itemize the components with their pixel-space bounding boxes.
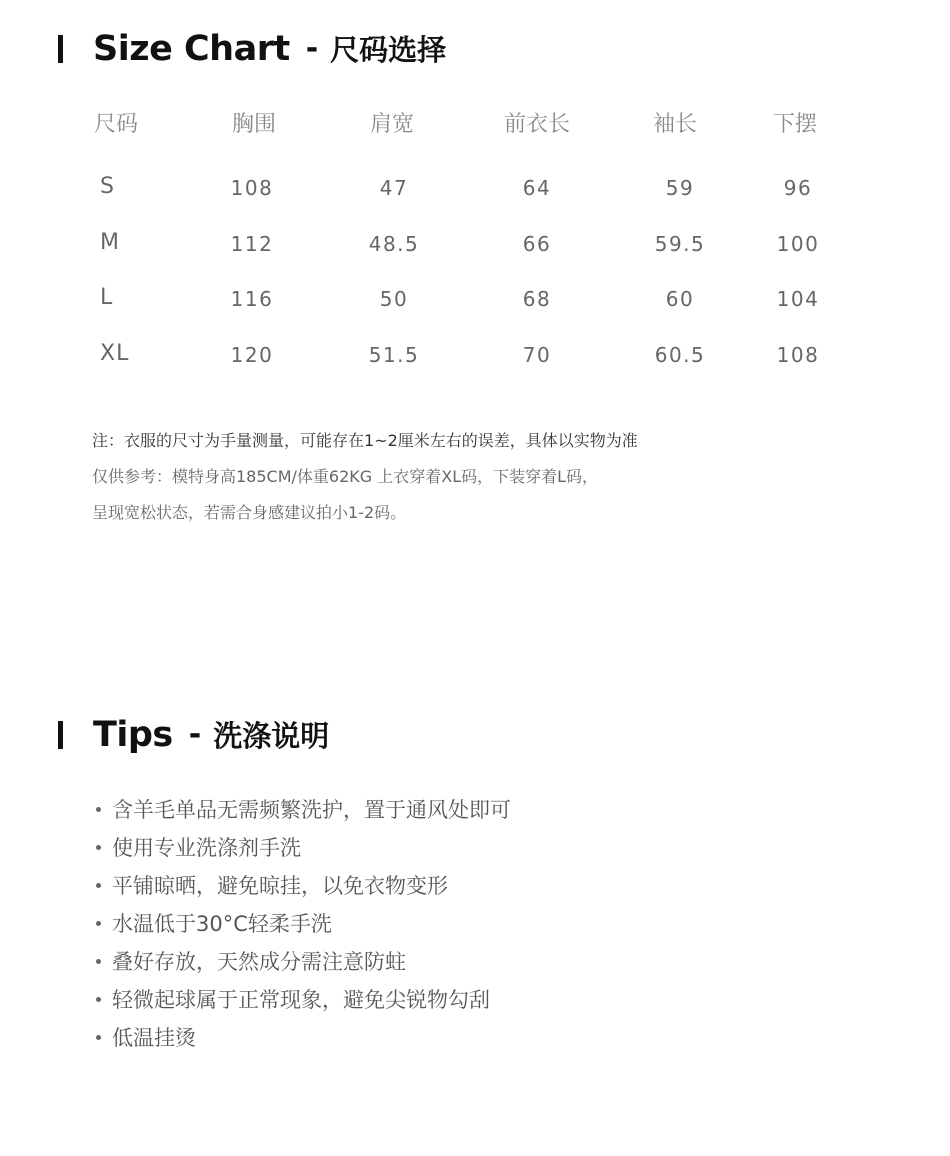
table-cell-front-length: 68 (522, 287, 552, 311)
tip-text: 使用专业洗涤剂手洗 (112, 836, 301, 860)
table-cell-front-length: 66 (522, 232, 552, 256)
table-cell-front-length: 64 (522, 176, 552, 200)
bullet-dot-icon (96, 997, 101, 1002)
table-header-sleeve: 袖长 (652, 112, 698, 137)
table-header-chest: 胸围 (231, 112, 277, 137)
list-item (96, 866, 511, 904)
table-row-size: S (100, 174, 115, 199)
bullet-dot-icon (96, 883, 101, 888)
table-row-size: M (100, 230, 120, 255)
table-header-size: 尺码 (93, 112, 139, 137)
tips-title-zh: 洗涤说明 (213, 719, 330, 753)
table-row-size: L (100, 285, 114, 310)
size-notes (92, 432, 638, 540)
table-header-front-length: 前衣长 (503, 112, 571, 137)
table-cell-chest: 120 (230, 343, 274, 367)
list-item (96, 828, 511, 866)
fit-advice-note: 呈现宽松状态，若需合身感建议拍小1-2码。 (92, 503, 407, 522)
table-header-hem: 下摆 (772, 112, 818, 137)
bullet-dot-icon (96, 959, 101, 964)
table-cell-chest: 112 (230, 232, 274, 256)
table-cell-hem: 96 (783, 176, 813, 200)
size-chart-title-separator: - (305, 31, 319, 66)
list-item (96, 790, 511, 828)
table-cell-chest: 108 (230, 176, 274, 200)
table-cell-sleeve: 60 (665, 287, 695, 311)
table-header-shoulder: 肩宽 (369, 112, 415, 137)
list-item (96, 1018, 511, 1056)
tip-text: 含羊毛单品无需频繁洗护，置于通风处即可 (112, 798, 511, 822)
table-cell-hem: 108 (776, 343, 820, 367)
list-item (96, 980, 511, 1018)
tip-text: 叠好存放，天然成分需注意防蛀 (112, 950, 406, 974)
table-row-size: XL (100, 341, 130, 366)
tip-text: 平铺晾晒，避免晾挂，以免衣物变形 (112, 874, 448, 898)
size-table (0, 0, 950, 400)
table-cell-shoulder: 50 (379, 287, 409, 311)
table-cell-shoulder: 51.5 (368, 343, 420, 367)
list-item (96, 904, 511, 942)
bullet-dot-icon (96, 807, 101, 812)
bullet-dot-icon (96, 1035, 101, 1040)
table-cell-front-length: 70 (522, 343, 552, 367)
table-cell-sleeve: 59.5 (654, 232, 706, 256)
table-cell-sleeve: 60.5 (654, 343, 706, 367)
table-cell-chest: 116 (230, 287, 274, 311)
size-chart-title-zh: 尺码选择 (330, 33, 447, 67)
bullet-dot-icon (96, 921, 101, 926)
bullet-dot-icon (96, 845, 101, 850)
measurement-note: 注：衣服的尺寸为手量测量，可能存在1~2厘米左右的误差，具体以实物为准 (92, 431, 638, 450)
tips-heading (58, 714, 329, 755)
size-chart-title-en: Size Chart (93, 28, 290, 69)
table-cell-shoulder: 48.5 (368, 232, 420, 256)
table-cell-hem: 100 (776, 232, 820, 256)
tip-text: 低温挂烫 (112, 1026, 196, 1050)
tips-title-separator: - (188, 717, 202, 752)
list-item (96, 942, 511, 980)
table-cell-shoulder: 47 (379, 176, 409, 200)
tip-text: 轻微起球属于正常现象，避免尖锐物勾刮 (112, 988, 490, 1012)
model-reference-note: 仅供参考：模特身高185CM/体重62KG 上衣穿着XL码，下装穿着L码， (92, 467, 599, 486)
care-tips-list (96, 790, 511, 1056)
table-cell-hem: 104 (776, 287, 820, 311)
heading-accent-bar (58, 721, 63, 749)
tip-text: 水温低于30°C轻柔手洗 (112, 912, 332, 936)
tips-title-en: Tips (93, 714, 173, 755)
table-cell-sleeve: 59 (665, 176, 695, 200)
